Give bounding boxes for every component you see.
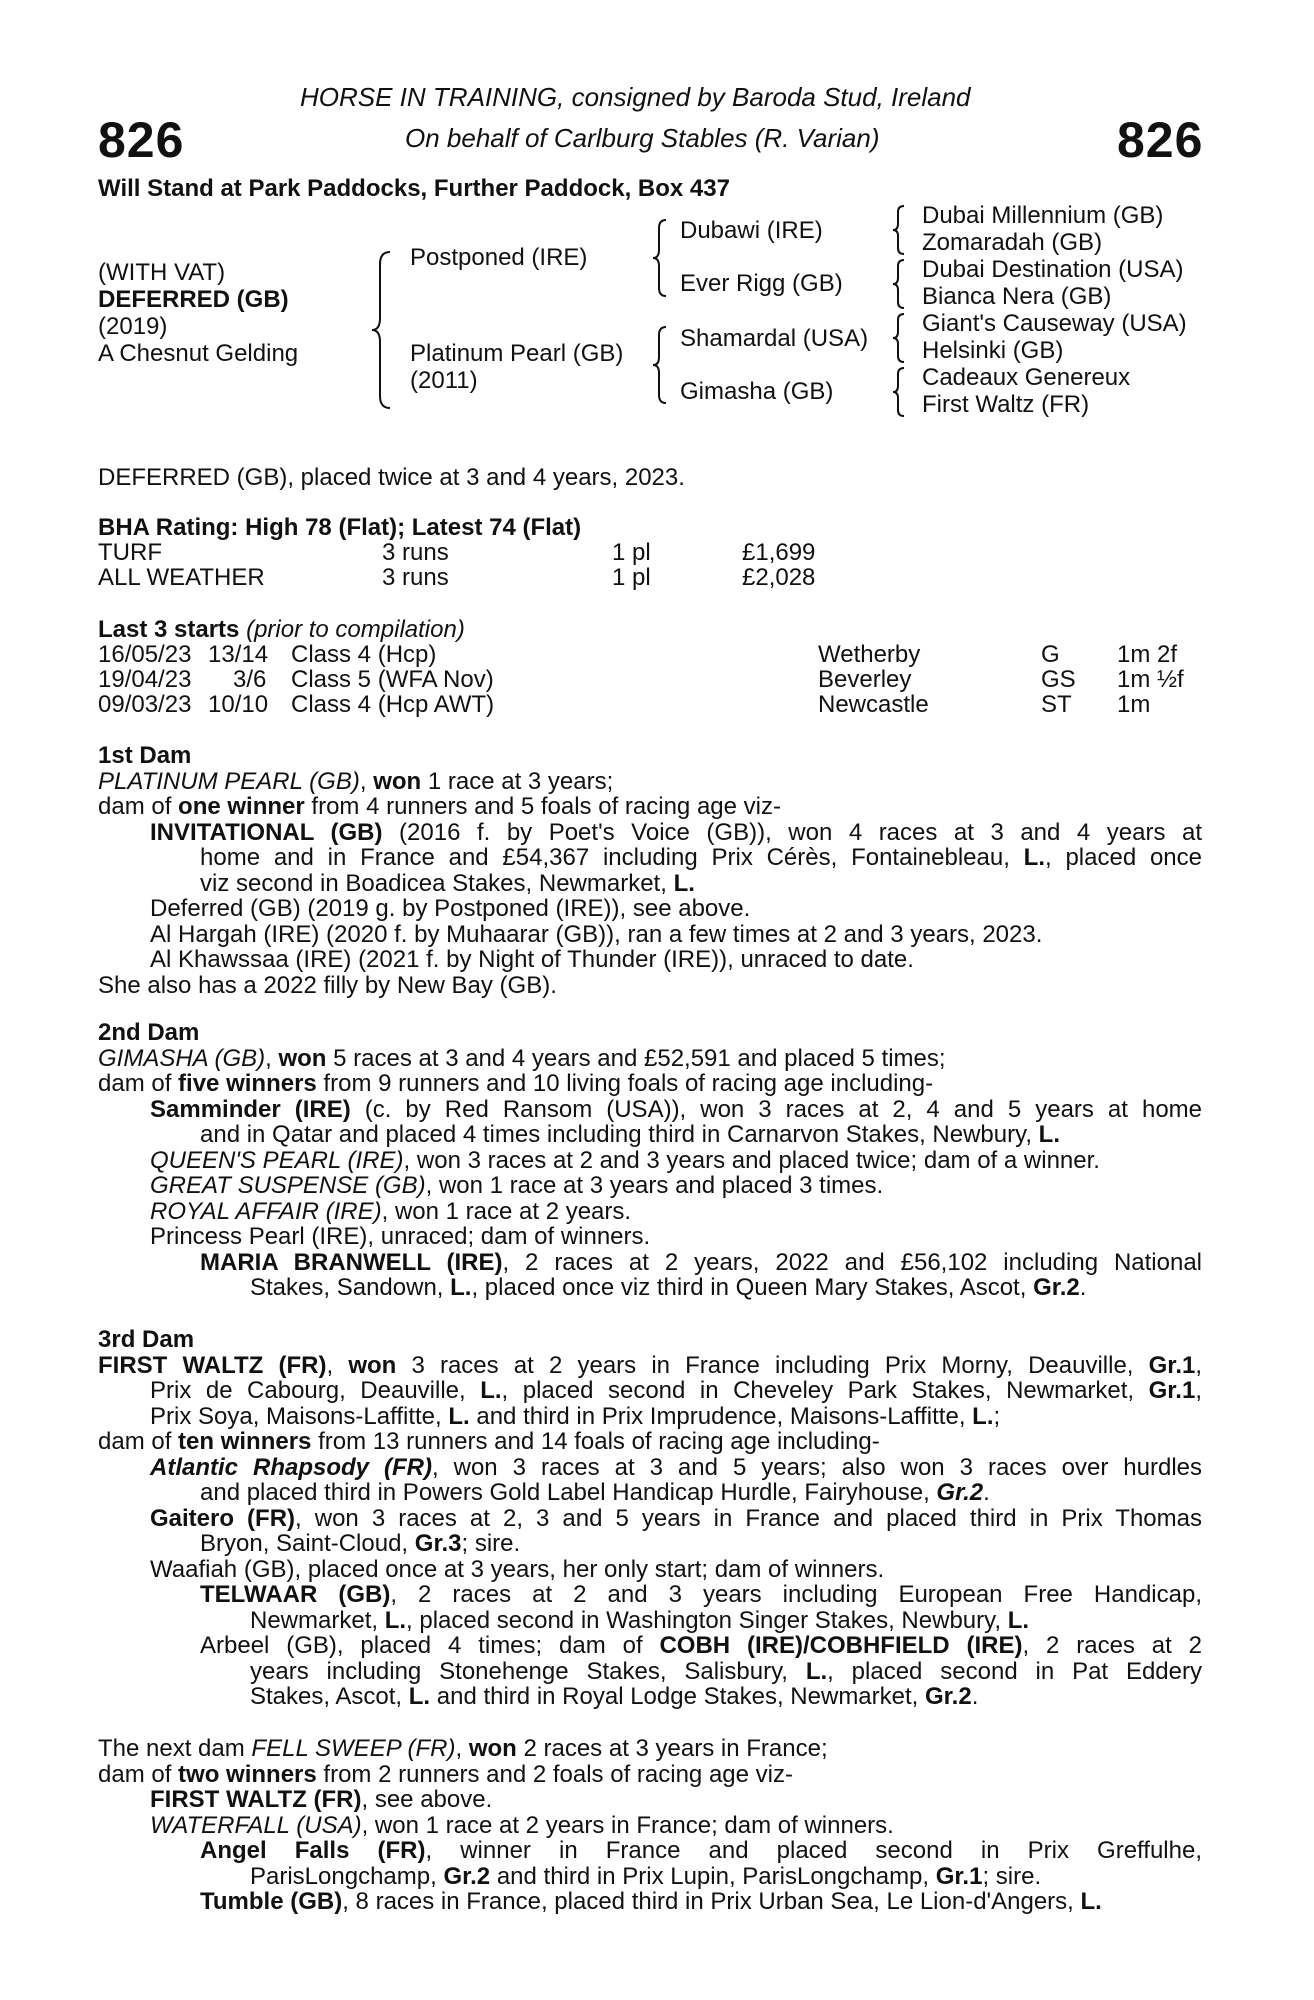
text-run: , 2 races at 2 years, 2022 and £56,102 including National [502,1248,1203,1276]
lot-number-right: 826 [1117,112,1204,168]
produce-line [98,1813,1202,1839]
text-run: COBH (IRE)/COBHFIELD (IRE) [659,1632,1023,1659]
start-going: ST [1041,691,1072,718]
text-run: L. [450,1274,472,1301]
text-run: Atlantic Rhapsody (FR) [150,1453,432,1481]
dam-dam: Gimasha (GB) [680,378,834,405]
rating-prize: £1,699 [742,539,816,566]
produce-line: Princess Pearl (IRE), unraced; dam of winners. [150,1223,651,1250]
rating-heading: BHA Rating: High 78 (Flat); Latest 74 (Flat) [98,514,582,541]
rating-surface: ALL WEATHER [98,564,265,591]
text-run: . [971,1683,979,1710]
text-run: PLATINUM PEARL (GB) [98,767,360,795]
text-run: Tumble (GB) [200,1888,343,1915]
start-going: GS [1041,666,1076,693]
text-run: won [468,1735,517,1762]
text-run: . [1079,1274,1087,1301]
text-run: , [455,1735,469,1762]
dam: Platinum Pearl (GB) [410,340,624,367]
text-run: (2016 f. by Poet's Voice (GB)), won 4 races at 3 and 4 years at [382,818,1202,846]
ancestor-8: First Waltz (FR) [922,391,1090,418]
sire-dam: Ever Rigg (GB) [680,270,843,297]
text-run: L. [972,1402,994,1430]
text-run: won [278,1044,327,1072]
text-run: years including Stonehenge Stakes, Salisbury, [250,1657,806,1685]
ancestor-4: Bianca Nera (GB) [922,283,1112,310]
text-run: 2 races at 3 years in France; [516,1735,828,1762]
text-run: ROYAL AFFAIR (IRE) [150,1197,382,1225]
text-run: won [373,767,422,795]
text-run: FELL SWEEP (FR) [251,1735,456,1762]
produce-line [98,1889,1202,1915]
first-dam-section [98,743,1202,998]
text-run: 3 races at 2 years in France including Prix Morny, Deauville, [396,1351,1149,1379]
produce-line: Al Khawssaa (IRE) (2021 f. by Night of Thunder (IRE)), unraced to date. [150,946,914,973]
brace-horse [372,250,396,410]
text-run: L. [1080,1888,1102,1915]
produce-line: She also has a 2022 filly by New Bay (GB). [98,971,557,999]
section-heading: 3rd Dam [98,1326,195,1353]
start-row [98,667,191,693]
ancestor-7: Cadeaux Genereux [922,364,1131,391]
dam-line [98,769,1202,795]
start-date: 09/03/23 [98,691,192,718]
next-dam-section [98,1736,1202,1915]
sire: Postponed (IRE) [410,244,588,271]
text-run: from 13 runners and 14 foals of racing age including- [311,1428,880,1455]
start-course: Beverley [818,666,912,693]
text-run: L. [408,1683,431,1710]
text-run: one winner [178,793,305,820]
text-run: , won 3 races at 2 and 3 years and placed twice; dam of a winner. [403,1146,1100,1174]
text-run: 5 races at 3 and 4 years and £52,591 and placed 5 times; [326,1044,946,1072]
text-run: and third in Prix Imprudence, Maisons-Laffitte, [469,1402,973,1430]
produce-line [98,1787,1202,1813]
rating-runs: 3 runs [382,564,449,591]
text-run: L. [480,1377,502,1404]
text-run: Newmarket, [250,1606,385,1634]
text-run: L. [805,1657,828,1685]
produce-line [98,1684,1202,1710]
text-run: dam of [98,1428,179,1455]
text-run: Prix de Cabourg, Deauville, [150,1377,481,1404]
dam-line [98,1378,1202,1404]
dam-line [98,794,1202,820]
text-run: Gr.3 [414,1530,462,1557]
text-run: L. [1038,1121,1060,1148]
start-race: Class 4 (Hcp) [291,641,437,668]
produce-line [98,845,1202,871]
horse-year: (2019) [98,313,168,340]
text-run: , 8 races in France, placed third in Prix Urban Sea, Le Lion-d'Angers, [342,1888,1081,1915]
stabling-line: Will Stand at Park Paddocks, Further Paddock, Box 437 [98,175,730,202]
text-run: and third in Prix Lupin, ParisLongchamp, [490,1862,936,1890]
text-run: Gr.2 [925,1683,972,1710]
produce-line [98,1250,1202,1276]
dam-line [98,1046,1202,1072]
text-run: Angel Falls (FR) [200,1837,426,1864]
text-run: , 2 races at 2 [1022,1632,1202,1659]
text-run: Stakes, Ascot, [250,1683,409,1710]
text-run: 1 race at 3 years; [421,767,614,795]
text-run: won [348,1351,397,1379]
text-run: The next dam [98,1735,252,1762]
ancestor-5: Giant's Causeway (USA) [922,310,1187,337]
produce-line [98,1148,1202,1174]
produce-line [98,1455,1202,1481]
start-course: Wetherby [818,641,921,668]
dam-year: (2011) [410,367,478,394]
text-run: from 4 runners and 5 foals of racing age viz- [304,793,781,820]
dam-line [98,1353,1202,1379]
start-distance: 1m ½f [1117,666,1184,693]
text-run: Prix Soya, Maisons-Laffitte, [150,1402,449,1430]
text-run: , won 1 race at 2 years. [381,1197,632,1225]
start-race: Class 4 (Hcp AWT) [291,691,495,718]
vat-label: (WITH VAT) [98,259,226,286]
brace-sire [652,218,670,298]
text-run: , won 1 race at 2 years in France; dam of winners. [361,1811,894,1839]
text-run: , [359,767,374,795]
produce-line [98,1173,1202,1199]
text-run: two winners [178,1760,317,1788]
text-run: from 2 runners and 2 foals of racing age viz- [316,1760,793,1788]
dam-line [98,1404,1202,1430]
text-run: , [1195,1377,1202,1404]
horse-description: A Chesnut Gelding [98,340,299,367]
text-run: ten winners [178,1428,312,1455]
lot-number-left: 826 [98,112,185,168]
text-run: , won 1 race at 3 years and placed 3 times. [425,1172,884,1199]
text-run: Bryon, Saint-Cloud, [200,1530,415,1557]
text-run: home and in France and £54,367 including Prix Cérès, Fontainebleau, [200,844,1024,871]
text-run: , winner in France and placed second in Prix Greffulhe, [425,1837,1203,1864]
produce-line [98,1506,1202,1532]
text-run: dam of [98,793,179,820]
produce-line [98,1838,1202,1864]
produce-line [98,1480,1202,1506]
produce-line: Deferred (GB) (2019 g. by Postponed (IRE)), see above. [150,895,751,922]
brace-g56 [892,312,908,364]
dam-line [98,1736,1202,1762]
text-run: , placed second in Cheveley Park Stakes, Newmarket, [501,1377,1149,1404]
section-heading: 2nd Dam [98,1019,200,1046]
second-dam-section [98,1020,1202,1301]
text-run: ParisLongchamp, [250,1862,444,1890]
produce-line [98,1199,1202,1225]
start-row [98,642,191,668]
text-run: Gr.2 [443,1862,491,1890]
text-run: Arbeel (GB), placed 4 times; dam of [200,1632,660,1659]
produce-line [98,1864,1202,1890]
dam-line [98,1762,1202,1788]
start-pos: 13/14 [208,641,269,668]
start-distance: 1m [1117,691,1151,718]
text-run: GREAT SUSPENSE (GB) [150,1172,426,1199]
third-dam-section [98,1327,1202,1710]
produce-line: Waafiah (GB), placed once at 3 years, her only start; dam of winners. [150,1555,885,1583]
produce-line [98,1608,1202,1634]
text-run: QUEEN'S PEARL (IRE) [150,1146,404,1174]
text-run: viz second in Boadicea Stakes, Newmarket, [200,869,674,897]
produce-line [98,871,1202,897]
produce-line [98,1122,1202,1148]
start-date: 19/04/23 [98,666,192,693]
produce-line [98,1633,1202,1659]
text-run: , won 3 races at 2, 3 and 5 years in France and placed third in Prix Thomas [295,1504,1202,1532]
text-run: (c. by Red Ransom (USA)), won 3 races at 2, 4 and 5 years at home [350,1095,1203,1123]
text-run: TELWAAR (GB) [200,1581,391,1608]
section-heading: 1st Dam [98,742,192,769]
rating-prize: £2,028 [742,564,816,591]
horse-name: DEFERRED (GB) [98,286,289,313]
rating-placed: 1 pl [612,564,651,591]
brace-g34 [892,258,908,310]
rating-surface: TURF [98,539,162,566]
produce-line [98,1582,1202,1608]
text-run: Gr.1 [1148,1351,1196,1379]
text-run: Gr.2 [1033,1274,1080,1301]
produce-line: Al Hargah (IRE) (2020 f. by Muhaarar (GB)), ran a few times at 2 and 3 years, 2023. [150,920,1043,948]
start-pos: 10/10 [208,691,269,718]
text-run: Gaitero (FR) [150,1504,296,1532]
text-run: ; [993,1402,1001,1430]
text-run: L. [673,869,695,897]
sire-sire: Dubawi (IRE) [680,217,823,244]
text-run: L. [1007,1606,1030,1634]
text-run: from 9 runners and 10 living foals of racing age including- [316,1070,934,1097]
start-date: 16/05/23 [98,641,192,668]
text-run: GIMASHA (GB) [98,1044,266,1072]
text-run: MARIA BRANWELL (IRE) [200,1248,503,1276]
produce-line [98,1659,1202,1685]
text-run: ; sire. [982,1862,1042,1890]
text-run: Gr.2 [936,1479,984,1506]
text-run: and third in Royal Lodge Stakes, Newmarket, [430,1683,925,1710]
produce-line [98,1275,1202,1301]
text-run: , see above. [361,1786,493,1813]
race-summary: DEFERRED (GB), placed twice at 3 and 4 years, 2023. [98,464,685,491]
text-run: , placed second in Washington Singer Stakes, Newbury, [406,1606,1008,1634]
text-run: dam of [98,1070,179,1097]
start-pos: 3/6 [233,666,267,693]
start-course: Newcastle [818,691,929,718]
text-run: and in Qatar and placed 4 times including third in Carnarvon Stakes, Newbury, [200,1121,1039,1148]
brace-dam [652,325,670,405]
text-run: , won 3 races at 3 and 5 years; also won 3 races over hurdles [431,1453,1202,1481]
text-run: WATERFALL (USA) [150,1811,362,1839]
start-distance: 1m 2f [1117,641,1178,668]
text-run: , [1195,1351,1203,1379]
brace-g12 [892,204,908,256]
text-run: , [326,1351,349,1379]
start-row [98,692,191,718]
ancestor-1: Dubai Millennium (GB) [922,202,1164,229]
text-run: INVITATIONAL (GB) [150,818,383,846]
text-run: L. [384,1606,407,1634]
text-run: Samminder (IRE) [150,1095,351,1123]
text-run: , 2 races at 2 and 3 years including European Free Handicap, [390,1581,1202,1608]
text-run: FIRST WALTZ (FR) [98,1351,327,1379]
text-run: Gr.1 [935,1862,983,1890]
text-run: L. [1023,844,1045,871]
text-run: five winners [178,1070,317,1097]
behalf-line: On behalf of Carlburg Stables (R. Varian) [405,123,880,153]
text-run: , [265,1044,279,1072]
text-run: Gr.1 [1148,1377,1196,1404]
consignment-line: HORSE IN TRAINING, consigned by Baroda Stud, Ireland [300,82,971,112]
text-run: , placed once [1044,844,1202,871]
produce-line [98,820,1202,846]
ancestor-6: Helsinki (GB) [922,337,1064,364]
text-run: dam of [98,1760,179,1788]
starts-heading-line [98,617,465,643]
ancestor-2: Zomaradah (GB) [922,229,1103,256]
rating-placed: 1 pl [612,539,651,566]
start-race: Class 5 (WFA Nov) [291,666,494,693]
text-run: Stakes, Sandown, [250,1274,451,1301]
text-run: FIRST WALTZ (FR) [150,1786,362,1813]
text-run: L. [448,1402,470,1430]
text-run: , placed second in Pat Eddery [827,1657,1202,1685]
text-run: . [983,1479,990,1506]
starts-note: (prior to compilation) [246,616,465,643]
dam-line [98,1429,1202,1455]
dam-sire: Shamardal (USA) [680,325,869,352]
produce-line [98,1097,1202,1123]
text-run: ; sire. [461,1530,521,1557]
starts-heading: Last 3 starts [98,616,240,643]
start-going: G [1041,641,1060,668]
rating-runs: 3 runs [382,539,449,566]
produce-line [98,1531,1202,1557]
text-run: , placed once viz third in Queen Mary Stakes, Ascot, [471,1274,1034,1301]
dam-line [98,1071,1202,1097]
text-run: and placed third in Powers Gold Label Handicap Hurdle, Fairyhouse, [200,1479,937,1506]
ancestor-3: Dubai Destination (USA) [922,256,1184,283]
brace-g78 [892,366,908,418]
